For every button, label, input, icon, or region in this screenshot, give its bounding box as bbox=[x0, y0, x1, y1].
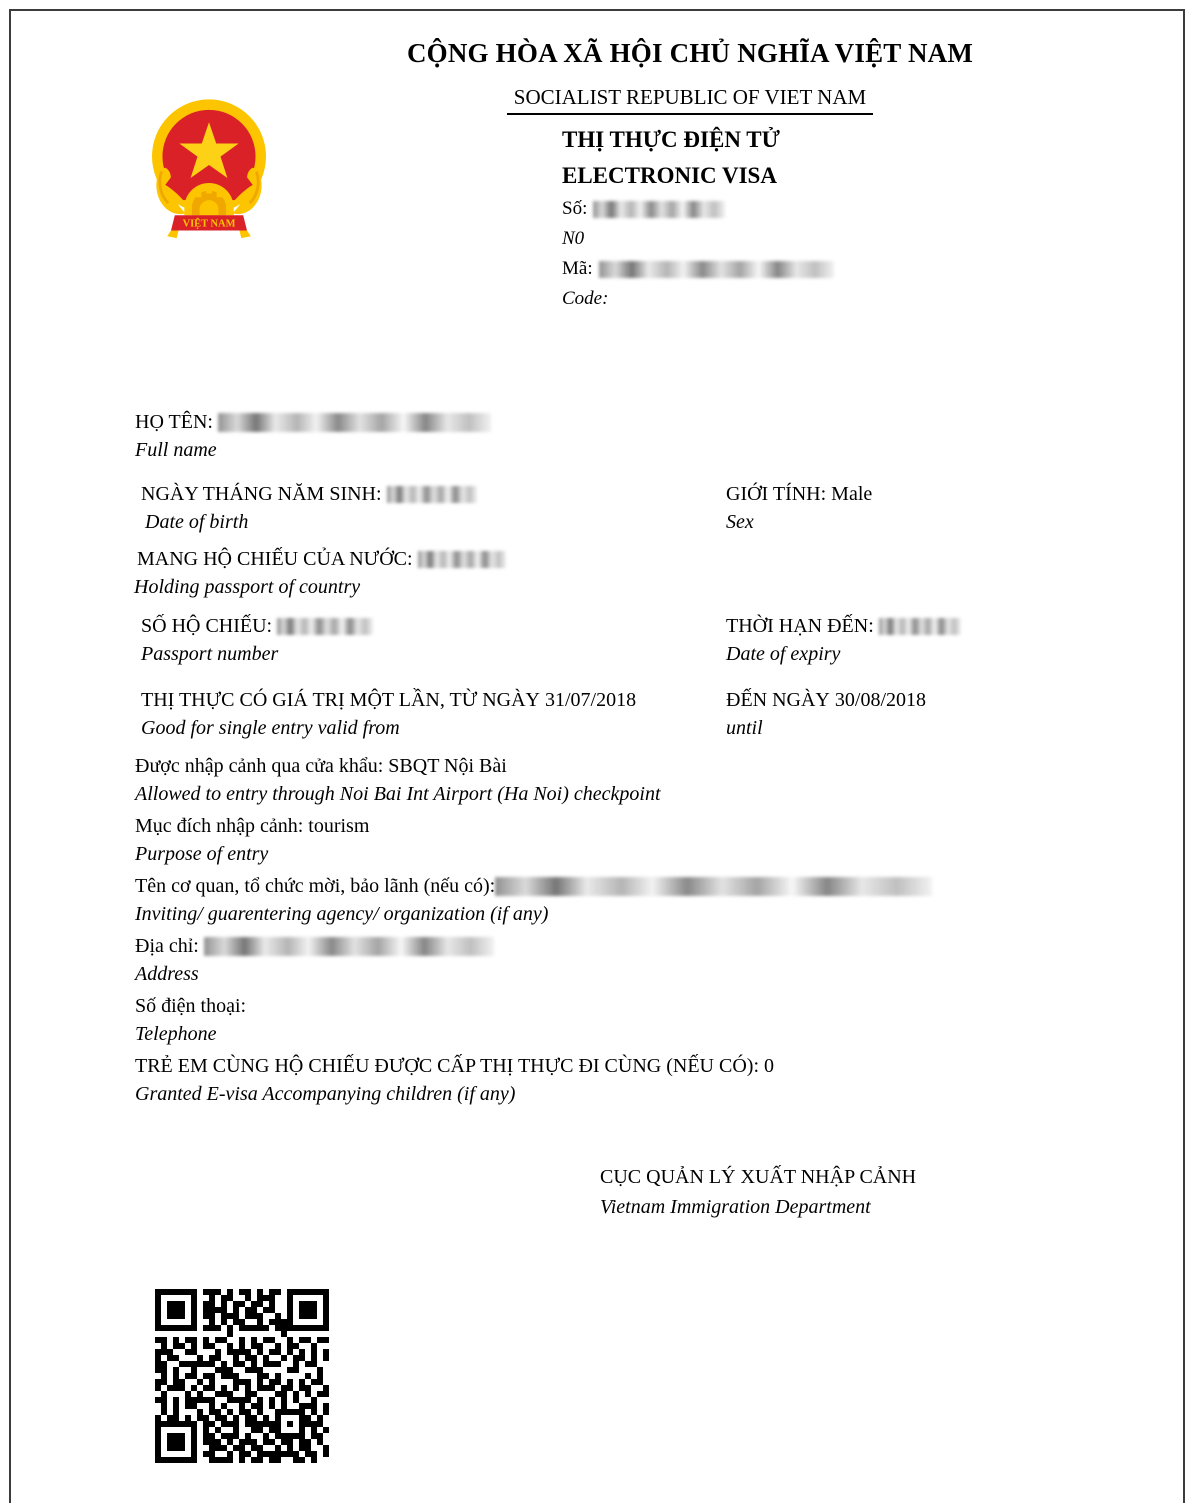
date-of-expiry-value-redacted bbox=[879, 618, 961, 635]
field-full-name bbox=[135, 408, 491, 464]
sex-label: GIỚI TÍNH: bbox=[726, 483, 827, 505]
telephone-label: Số điện thoại: bbox=[135, 995, 247, 1017]
full-name-vn-row bbox=[135, 408, 491, 436]
passport-country-vn-row bbox=[137, 545, 506, 573]
visa-code-label-en: Code: bbox=[562, 288, 609, 309]
field-passport-country bbox=[134, 545, 506, 601]
national-emblem-icon bbox=[133, 88, 285, 238]
sex-value: Male bbox=[831, 483, 873, 505]
address-value-redacted bbox=[204, 937, 494, 956]
full-name-value-redacted bbox=[218, 413, 491, 432]
inviting-agency-label-en: Inviting/ guarentering agency/ organization (if any) bbox=[135, 903, 549, 925]
purpose-label-en: Purpose of entry bbox=[135, 843, 269, 865]
emblem-banner-text: VIỆT NAM bbox=[182, 218, 236, 230]
page-title: CỘNG HÒA XÃ HỘI CHỦ NGHĨA VIỆT NAM bbox=[406, 38, 974, 68]
purpose-label: Mục đích nhập cảnh: bbox=[135, 815, 304, 837]
children-label: TRẺ EM CÙNG HỘ CHIẾU ĐƯỢC CẤP THỊ THỰC ĐI CÙNG (NẾU CÓ): bbox=[135, 1055, 759, 1077]
visa-code-value-redacted bbox=[599, 261, 834, 278]
full-name-label: HỌ TÊN: bbox=[135, 411, 213, 433]
full-name-label-en: Full name bbox=[135, 439, 217, 461]
visa-number-row bbox=[562, 194, 1122, 224]
checkpoint-label: Được nhập cảnh qua cửa khẩu: bbox=[135, 755, 384, 777]
checkpoint-vn-row bbox=[135, 752, 661, 780]
address-label-en: Address bbox=[135, 963, 199, 985]
field-purpose bbox=[135, 812, 369, 868]
date-of-birth-value-redacted bbox=[387, 486, 477, 503]
passport-country-label: MANG HỘ CHIẾU CỦA NƯỚC: bbox=[137, 548, 413, 570]
valid-until-label-en: until bbox=[726, 717, 763, 739]
passport-country-value-redacted bbox=[418, 551, 506, 568]
visa-number-value-redacted bbox=[593, 201, 725, 218]
valid-from-label: THỊ THỰC CÓ GIÁ TRỊ MỘT LẦN, TỪ NGÀY bbox=[141, 689, 540, 711]
date-of-expiry-label: THỜI HẠN ĐẾN: bbox=[726, 615, 874, 637]
telephone-label-en: Telephone bbox=[135, 1023, 217, 1045]
children-value: 0 bbox=[764, 1055, 774, 1077]
date-of-expiry-vn-row bbox=[726, 612, 961, 640]
english-title-wrap bbox=[310, 85, 1070, 115]
visa-code-row bbox=[562, 254, 1122, 284]
checkpoint-label-en: Allowed to entry through Noi Bai Int Airport (Ha Noi) checkpoint bbox=[135, 783, 661, 805]
issuing-authority bbox=[600, 1162, 1070, 1222]
passport-country-label-en: Holding passport of country bbox=[134, 576, 361, 598]
children-vn-row bbox=[135, 1052, 774, 1080]
inviting-agency-label: Tên cơ quan, tổ chức mời, bảo lãnh (nếu có): bbox=[135, 875, 496, 897]
field-sex bbox=[726, 480, 872, 536]
valid-until-vn-row bbox=[726, 686, 926, 714]
field-address bbox=[135, 932, 494, 988]
address-vn-row bbox=[135, 932, 494, 960]
field-children bbox=[135, 1052, 774, 1108]
telephone-vn-row bbox=[135, 992, 251, 1020]
valid-from-value: 31/07/2018 bbox=[545, 689, 637, 711]
checkpoint-value: SBQT Nội Bài bbox=[388, 755, 507, 777]
valid-from-label-en: Good for single entry valid from bbox=[141, 717, 400, 739]
english-subtitle: SOCIALIST REPUBLIC OF VIET NAM bbox=[507, 85, 873, 115]
sex-label-en: Sex bbox=[726, 511, 754, 533]
issuing-authority-en: Vietnam Immigration Department bbox=[600, 1196, 871, 1218]
field-valid-until bbox=[726, 686, 926, 742]
date-of-birth-vn-row bbox=[141, 480, 477, 508]
valid-until-label: ĐẾN NGÀY bbox=[726, 689, 830, 711]
visa-type-block bbox=[562, 122, 1122, 314]
field-telephone bbox=[135, 992, 251, 1048]
valid-from-vn-row bbox=[141, 686, 636, 714]
purpose-vn-row bbox=[135, 812, 369, 840]
field-date-of-birth bbox=[141, 480, 477, 536]
visa-number-label-en: N0 bbox=[562, 228, 585, 249]
visa-type-vn: THỊ THỰC ĐIỆN TỬ bbox=[562, 127, 780, 152]
inviting-agency-vn-row bbox=[135, 872, 932, 900]
passport-number-label-en: Passport number bbox=[141, 643, 279, 665]
address-label: Địa chỉ: bbox=[135, 935, 199, 957]
field-passport-number bbox=[141, 612, 373, 668]
date-of-expiry-label-en: Date of expiry bbox=[726, 643, 841, 665]
date-of-birth-label: NGÀY THÁNG NĂM SINH: bbox=[141, 483, 382, 505]
visa-type-en: ELECTRONIC VISA bbox=[562, 163, 777, 188]
qr-code bbox=[155, 1289, 329, 1463]
valid-until-value: 30/08/2018 bbox=[834, 689, 927, 711]
inviting-agency-value-redacted bbox=[495, 877, 932, 896]
field-valid-from bbox=[141, 686, 636, 742]
purpose-value: tourism bbox=[308, 815, 370, 837]
issuing-authority-vn: CỤC QUẢN LÝ XUẤT NHẬP CẢNH bbox=[600, 1166, 917, 1188]
field-checkpoint bbox=[135, 752, 661, 808]
field-date-of-expiry bbox=[726, 612, 961, 668]
field-inviting-agency bbox=[135, 872, 932, 928]
visa-code-label: Mã: bbox=[562, 258, 593, 279]
passport-number-value-redacted bbox=[277, 618, 373, 635]
sex-vn-row bbox=[726, 480, 872, 508]
children-label-en: Granted E-visa Accompanying children (if any) bbox=[135, 1083, 516, 1105]
passport-number-vn-row bbox=[141, 612, 373, 640]
passport-number-label: SỐ HỘ CHIẾU: bbox=[141, 615, 273, 637]
document-header bbox=[0, 0, 1194, 330]
date-of-birth-label-en: Date of birth bbox=[145, 511, 249, 533]
visa-number-label: Số: bbox=[562, 198, 588, 219]
